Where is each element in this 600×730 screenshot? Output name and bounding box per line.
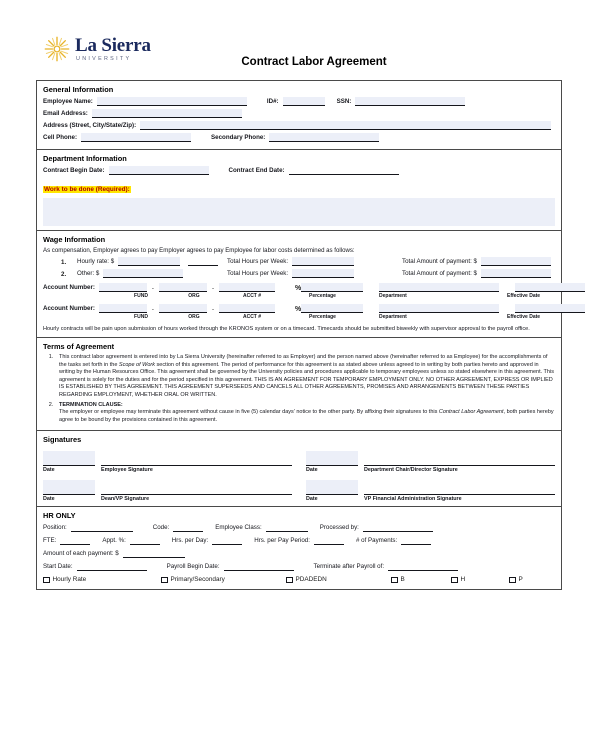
checkbox-label: P [518,576,523,584]
section-signatures [37,431,561,507]
appt-percent-label: Appt. %: [102,537,126,545]
terms-item-number: 1. [48,354,54,360]
section-heading: Signatures [43,435,82,445]
wage-line-1 [43,257,555,266]
email-row [43,109,555,118]
employee-name-row [43,97,555,106]
checkbox-h[interactable] [451,576,509,583]
wage-intro-text: As compensation, Employer agrees to pay Employer agrees to pay Employee for labor costs determined as follows: [43,247,355,254]
employee-signature-caption: Employee Signature [101,467,153,474]
vp-financial-date-input[interactable] [306,480,358,495]
vp-financial-signature-caption: VP Financial Administration Signature [364,496,462,503]
chair-signature-input[interactable] [364,451,555,466]
hrs-per-pay-period-label: Hrs. per Pay Period: [254,537,310,545]
phone-row [43,133,555,142]
fte-label: FTE: [43,537,57,545]
hrs-per-day-label: Hrs. per Day: [171,537,209,545]
chair-date-input[interactable] [306,451,358,466]
checkbox-icon[interactable] [43,577,50,584]
employee-signature-input[interactable] [101,451,292,466]
checkbox-icon[interactable] [391,577,398,584]
section-terms-of-agreement [37,338,561,431]
dean-signature-caption: Dean/VP Signature [101,496,150,503]
effective-date-input-2[interactable] [515,304,585,313]
checkbox-b[interactable] [391,576,451,583]
fte-input[interactable] [60,536,90,545]
payroll-begin-date-input[interactable] [224,562,294,571]
terms-item-1-text-b: section of this agreement. The period of performance for this agreement is as stated above unless agreed to in writing by both parties hereto and approved in writing by the Human Resources Office. This agreement shall be governed by the University policies and procedures applicable to temporary employees unless so stated elsewhere in this agreement. This agreement is solely for the duties and for the period specified in this agreement. THIS IS AN AGREEMENT FOR TEMPORARY EMPLOYMENT ONLY. NO OTHER AGREEMENT, EXPRESS OR IMPLIED IS ESTABLISHED BY THIS AGREEMENT. THIS AGREEMENT SUPERSEEDS AND CANCELS ALL OTHER AGREEMENTS, PROMISES AND ARRANGEMENTS BETWEEN THESE PARTIES REGARDING EMPLOYMENT, WHETHER ORAL OR WRITTEN. [59,361,554,398]
section-heading: HR ONLY [43,511,76,521]
email-label: Email Address: [43,110,88,117]
payroll-begin-date-label: Payroll Begin Date: [166,563,220,571]
checkbox-pdadedn[interactable] [286,576,391,583]
fund-caption-2: FUND [134,314,148,320]
total-hours-week-input-1[interactable] [292,257,354,266]
code-label: Code: [152,524,170,532]
cell-phone-input[interactable] [81,133,191,142]
total-amount-payment-input-2[interactable] [481,269,551,278]
logo-title: La Sierra [75,35,151,56]
checkbox-hourly-rate[interactable] [43,576,161,583]
address-label: Address (Street, City/State/Zip): [43,122,137,129]
checkbox-label: Hourly Rate [52,576,87,584]
signature-row-2 [43,480,555,502]
section-wage-information [37,231,561,338]
terms-item-1-italic: Scope of Work [118,361,155,368]
ssn-input[interactable] [355,97,465,106]
secondary-phone-input[interactable] [269,133,379,142]
section-heading: Terms of Agreement [43,342,115,351]
start-date-label: Start Date: [43,563,73,571]
org-input-1[interactable] [159,283,207,292]
total-hours-week-input-2[interactable] [292,269,354,278]
employee-name-input[interactable] [97,97,247,106]
other-rate-input[interactable] [103,269,183,278]
percent-symbol-2: % [295,306,302,313]
total-hours-week-label-1: Total Hours per Week: [227,258,289,265]
account-row-2: Account Number: - - % FUND ORG ACCT # Percentage Department Effective Date [43,304,555,320]
work-description-input[interactable] [43,198,555,226]
hourly-rate-label: Hourly rate: $ [77,258,115,265]
terminate-after-payroll-label: Terminate after Payroll of: [313,563,385,571]
section-hr-only [37,507,561,589]
ssn-label: SSN: [336,98,352,105]
account-row-1: Account Number: - - % FUND ORG ACCT # Percentage Department Effective Date [43,283,555,299]
contract-begin-date-input[interactable] [109,166,209,175]
checkbox-label: B [400,576,405,584]
hrs-per-pay-period-input[interactable] [314,536,344,545]
contract-end-date-label: Contract End Date: [228,167,285,174]
dean-signature-input[interactable] [101,480,292,495]
contract-form [36,80,562,590]
employee-date-caption: Date [43,467,55,474]
code-input[interactable] [173,523,203,532]
id-input[interactable] [283,97,325,106]
terms-item-2-italic: Contract Labor Agreement [438,409,504,416]
wage-line-number: 1. [61,259,67,266]
hrs-per-day-input[interactable] [212,536,242,545]
signature-department-chair [306,451,555,473]
employee-name-label: Employee Name: [43,98,93,105]
acct-input-1[interactable] [219,283,275,292]
appt-percent-input[interactable] [130,536,160,545]
fund-caption-1: FUND [134,293,148,299]
address-input[interactable] [140,121,551,130]
acct-input-2[interactable] [219,304,275,313]
total-hours-week-label-2: Total Hours per Week: [227,270,289,277]
num-payments-label: # of Payments: [355,537,398,545]
terms-item-2 [43,402,555,425]
percentage-input-2[interactable] [301,304,363,313]
department-caption-1: Department [379,293,407,299]
hr-amount-row [43,549,555,558]
effective-date-caption-2: Effective Date [507,314,541,320]
document-header [36,34,562,78]
secondary-phone-label: Secondary Phone: [211,134,266,141]
signature-vp-financial [306,480,555,502]
fund-input-1[interactable] [99,283,147,292]
terms-item-2-text-b: , both parties hereby agree to be bound by the provisions contained in this agreement. [59,409,554,423]
cell-phone-label: Cell Phone: [43,134,78,141]
logo-subtitle: UNIVERSITY [76,56,132,62]
terms-item-1-text-a: This contract labor agreement is entered into by La Sierra University (hereinafter referred to as Employer) and the person named above (hereinafter referred to as Employee) for the accomplishments of the tasks set forth in the [59,354,548,368]
section-heading: Wage Information [43,235,106,244]
percentage-caption-1: Percentage [309,293,336,299]
id-label: ID#: [266,98,279,105]
contract-end-date-input[interactable] [289,166,399,175]
checkbox-icon[interactable] [286,577,293,584]
section-department-information [37,150,561,231]
acct-caption-2: ACCT # [242,314,262,320]
effective-date-caption-1: Effective Date [507,293,541,299]
terms-item-number: 2. [48,401,54,408]
processed-by-input[interactable] [363,523,433,532]
address-row [43,121,555,130]
vp-financial-signature-input[interactable] [364,480,555,495]
checkbox-label: Primary/Secondary [170,576,225,584]
hourly-rate-input[interactable] [118,257,180,266]
wage-footnote: Hourly contracts will be pain upon submission of hours worked through the KRONOS system or on a timecard. Timecards should be submitted biweekly with supervisor approval to the payroll office. [43,326,530,332]
signature-row-1 [43,451,555,473]
total-amount-payment-input-1[interactable] [481,257,551,266]
total-amount-payment-label-2: Total Amount of payment: $ [402,270,477,277]
org-caption-1: ORG [188,293,200,299]
chair-signature-caption: Department Chair/Director Signature [364,467,458,474]
dean-date-input[interactable] [43,480,95,495]
percentage-input-1[interactable] [301,283,363,292]
hourly-rate-extension[interactable] [188,257,218,266]
wage-line-2 [43,269,555,278]
org-caption-2: ORG [188,314,200,320]
position-input[interactable] [71,523,133,532]
signature-dean-vp [43,480,292,502]
checkbox-icon[interactable] [451,577,458,584]
hr-fte-row [43,536,555,545]
hr-position-row [43,523,555,532]
wage-line-number: 2. [61,271,67,278]
position-label: Position: [43,524,67,532]
percentage-caption-2: Percentage [309,314,336,320]
hr-checkbox-row [43,576,555,583]
department-input-2[interactable] [379,304,499,313]
terms-item-1 [43,354,555,400]
contract-dates-row [43,166,555,175]
other-rate-label: Other: $ [77,270,100,277]
checkbox-icon[interactable] [509,577,516,584]
dean-date-caption: Date [43,496,55,503]
total-amount-payment-label-1: Total Amount of payment: $ [402,258,477,265]
org-input-2[interactable] [159,304,207,313]
employee-class-label: Employee Class: [215,524,262,532]
checkbox-primary-secondary[interactable] [161,576,286,583]
checkbox-icon[interactable] [161,577,168,584]
signature-employee [43,451,292,473]
work-required-label: Work to be done (Required): [44,186,130,193]
terminate-after-payroll-input[interactable] [388,562,458,571]
effective-date-input-1[interactable] [515,283,585,292]
employee-class-input[interactable] [266,523,308,532]
start-date-input[interactable] [77,562,147,571]
terms-item-2-text-a: The employer or employee may terminate this agreement without cause in five (5) calendar days’ notice to the other party. By affixing their signatures to this [59,409,439,416]
work-required-row [43,178,555,196]
department-input-1[interactable] [379,283,499,292]
section-general-information [37,81,561,150]
percent-symbol-1: % [295,285,302,292]
contract-begin-date-label: Contract Begin Date: [43,167,105,174]
checkbox-label: PDADEDN [295,576,327,584]
amount-each-payment-label: Amount of each payment: $ [43,550,119,558]
account-number-label-2: Account Number: [43,305,95,312]
termination-clause-heading: TERMINATION CLAUSE: [59,401,123,408]
account-number-label-1: Account Number: [43,284,95,291]
section-heading: General Information [43,85,114,94]
email-input[interactable] [92,109,242,118]
section-heading: Department Information [43,154,127,163]
hr-dates-row [43,562,555,571]
checkbox-p[interactable] [509,576,523,583]
department-caption-2: Department [379,314,407,320]
num-payments-input[interactable] [401,536,431,545]
employee-date-input[interactable] [43,451,95,466]
checkbox-label: H [460,576,466,584]
vp-financial-date-caption: Date [306,496,318,503]
processed-by-label: Processed by: [319,524,359,532]
acct-caption-1: ACCT # [242,293,262,299]
chair-date-caption: Date [306,467,318,474]
amount-each-payment-input[interactable] [123,549,185,558]
page-title: Contract Labor Agreement [241,56,387,68]
fund-input-2[interactable] [99,304,147,313]
